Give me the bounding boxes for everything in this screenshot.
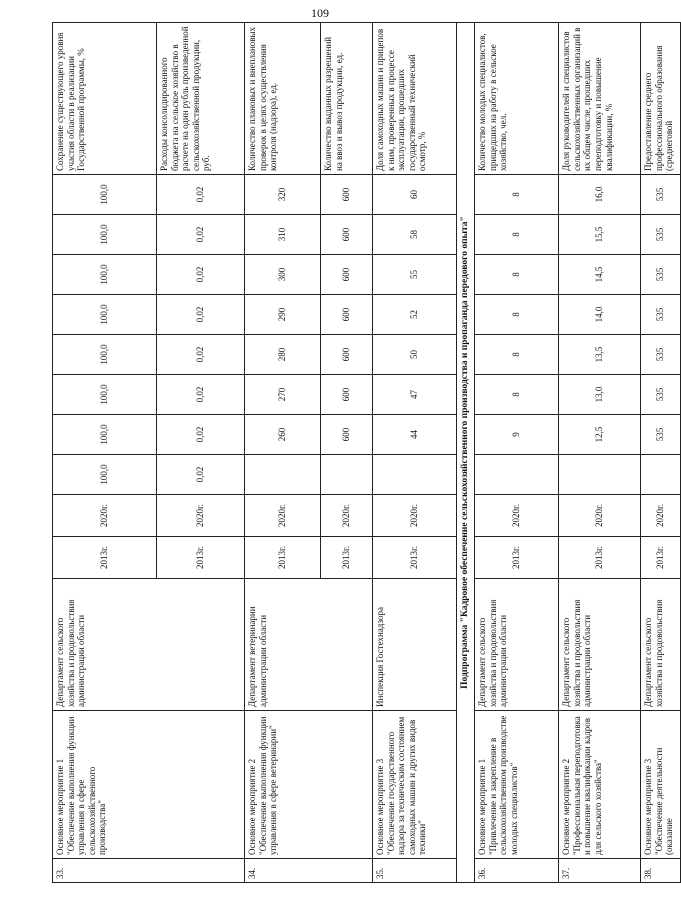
end-year: 2020г.: [373, 495, 457, 537]
value-cell: 600: [321, 215, 373, 255]
value-cell: 100,0: [53, 255, 157, 295]
start-year: 2013г.: [157, 537, 245, 579]
value-cell: 52: [373, 295, 457, 335]
measure-name: Основное мероприятие 2 "Обеспечение выполнения функции управления в сфере ветеринарии": [245, 711, 373, 859]
indicator: Доля самоходных машин и прицепов к ним, проверенных в процессе эксплуатации, прошедших государственный технический осмотр, %: [373, 23, 457, 175]
value-cell: 280: [245, 335, 321, 375]
table-row: [373, 23, 457, 883]
value-cell-empty: [245, 455, 321, 495]
value-cell: 13,5: [559, 335, 641, 375]
value-cell: 47: [373, 375, 457, 415]
end-year: 2020г.: [559, 495, 641, 537]
value-cell: 0,02: [157, 455, 245, 495]
value-cell: 8: [475, 375, 559, 415]
end-year: 2020г.: [641, 495, 681, 537]
value-cell: 320: [245, 175, 321, 215]
start-year: 2013г.: [373, 537, 457, 579]
value-cell-empty: [641, 455, 681, 495]
value-cell: 100,0: [53, 455, 157, 495]
value-cell-empty: [373, 455, 457, 495]
measure-name: Основное мероприятие 1 "Привлечение и закрепление в сельскохозяйственном производстве молодых специалистов": [475, 711, 559, 859]
value-cell: 535: [641, 335, 681, 375]
end-year: 2020г.: [53, 495, 157, 537]
value-cell: 16,0: [559, 175, 641, 215]
start-year: 2013г.: [245, 537, 321, 579]
start-year: 2013г.: [53, 537, 157, 579]
row-number: 34.: [245, 859, 373, 883]
start-year: 2013г.: [475, 537, 559, 579]
start-year: 2013г.: [641, 537, 681, 579]
value-cell: 100,0: [53, 215, 157, 255]
executor: Инспекция Гостехнадзора: [373, 579, 457, 711]
executor: Департамент сельского хозяйства и продовольствия администрации области: [53, 579, 245, 711]
page-number: 109: [311, 6, 329, 20]
value-cell-empty: [475, 455, 559, 495]
value-cell: 270: [245, 375, 321, 415]
table-row: [475, 23, 559, 883]
indicator: Количество молодых специалистов, прищедших на работу в сельское хозяйство, чел.: [475, 23, 559, 175]
value-cell: 600: [321, 175, 373, 215]
executor: Департамент сельского хозяйства и продовольствия администрации области: [475, 579, 559, 711]
indicator: Количество выданных разрешений на ввоз и вывоз продукции, ед.: [321, 23, 373, 175]
value-cell: 8: [475, 255, 559, 295]
value-cell: 13,0: [559, 375, 641, 415]
value-cell: 535: [641, 175, 681, 215]
value-cell: 600: [321, 415, 373, 455]
value-cell: 535: [641, 255, 681, 295]
end-year: 2020г.: [475, 495, 559, 537]
end-year: 2020г.: [245, 495, 321, 537]
value-cell: 600: [321, 295, 373, 335]
value-cell: 600: [321, 335, 373, 375]
measure-name: Основное мероприятие 1 "Обеспечение выполнения функции управления в сфере сельскохозяйственного производства": [53, 711, 245, 859]
row-number: 36.: [475, 859, 559, 883]
value-cell: 260: [245, 415, 321, 455]
value-cell: 600: [321, 375, 373, 415]
value-cell: 8: [475, 175, 559, 215]
landscape-table-wrapper: [52, 26, 675, 883]
subprogram-title: Подпрограмма "Кадровое обеспечение сельскохозяйственного производства и пропаганда передового опыта": [457, 23, 475, 883]
value-cell: 0,02: [157, 175, 245, 215]
executor: Департамент сельского хозяйства и продовольствия: [641, 579, 681, 711]
value-cell: 44: [373, 415, 457, 455]
table-row: [559, 23, 641, 883]
value-cell: 300: [245, 255, 321, 295]
table-row: [53, 23, 157, 883]
value-cell: 0,02: [157, 255, 245, 295]
end-year: 2020г.: [321, 495, 373, 537]
end-year: 2020г.: [157, 495, 245, 537]
value-cell: 15,5: [559, 215, 641, 255]
value-cell: 14,5: [559, 255, 641, 295]
indicator: Доля руководителей и специалистов сельскохозяйственных организаций в их общем числе, прошедших переподготовку и повышение квалификации, %: [559, 23, 641, 175]
value-cell: 0,02: [157, 375, 245, 415]
indicator: Сохранение существующего уровня участия области в реализации Государственной программы, %: [53, 23, 157, 175]
value-cell: 535: [641, 295, 681, 335]
value-cell: 0,02: [157, 335, 245, 375]
value-cell: 0,02: [157, 415, 245, 455]
row-number: 35.: [373, 859, 457, 883]
value-cell: 0,02: [157, 295, 245, 335]
value-cell: 8: [475, 215, 559, 255]
value-cell: 50: [373, 335, 457, 375]
value-cell: 12,5: [559, 415, 641, 455]
value-cell: 8: [475, 295, 559, 335]
value-cell: 8: [475, 335, 559, 375]
table-row: [245, 23, 321, 883]
indicator: Количество плановых и внеплановых проверок в целях осуществления контроля (надзора), ед.: [245, 23, 321, 175]
value-cell-empty: [321, 455, 373, 495]
value-cell: 100,0: [53, 295, 157, 335]
value-cell: 0,02: [157, 215, 245, 255]
measures-table: [52, 22, 681, 883]
value-cell: 60: [373, 175, 457, 215]
row-number: 38.: [641, 859, 681, 883]
value-cell: 600: [321, 255, 373, 295]
value-cell: 310: [245, 215, 321, 255]
row-number: 33.: [53, 859, 245, 883]
value-cell: 55: [373, 255, 457, 295]
subprogram-row: [457, 23, 475, 883]
value-cell: 535: [641, 415, 681, 455]
value-cell: 535: [641, 375, 681, 415]
value-cell: 58: [373, 215, 457, 255]
indicator: Расходы консолидированного бюджета на сельское хозяйство в расчете на один рубль произведенной сельскохозяйственной продукции, руб.: [157, 23, 245, 175]
table-body: [53, 23, 681, 883]
table-row: [641, 23, 681, 883]
measure-name: Основное мероприятие 2 "Профессиональная переподготовка и повышение квалификации кадров для сельского хозяйства": [559, 711, 641, 859]
indicator: Предоставление среднего профессионального образования (среднеговой: [641, 23, 681, 175]
value-cell: 9: [475, 415, 559, 455]
value-cell: 14,0: [559, 295, 641, 335]
value-cell: 100,0: [53, 175, 157, 215]
value-cell: 100,0: [53, 335, 157, 375]
value-cell-empty: [559, 455, 641, 495]
executor: Департамент ветеринарии администрации области: [245, 579, 373, 711]
value-cell: 290: [245, 295, 321, 335]
start-year: 2013г.: [559, 537, 641, 579]
value-cell: 535: [641, 215, 681, 255]
value-cell: 100,0: [53, 375, 157, 415]
measure-name: Основное мероприятие 3 "Обеспечение деятельности (оказание: [641, 711, 681, 859]
row-number: 37.: [559, 859, 641, 883]
start-year: 2013г.: [321, 537, 373, 579]
executor: Департамент сельского хозяйства и продовольствия администрации области: [559, 579, 641, 711]
value-cell: 100,0: [53, 415, 157, 455]
measure-name: Основное мероприятие 3 "Обеспечение государственного надзора за техническим состоянием самоходных машин и других видов техники": [373, 711, 457, 859]
